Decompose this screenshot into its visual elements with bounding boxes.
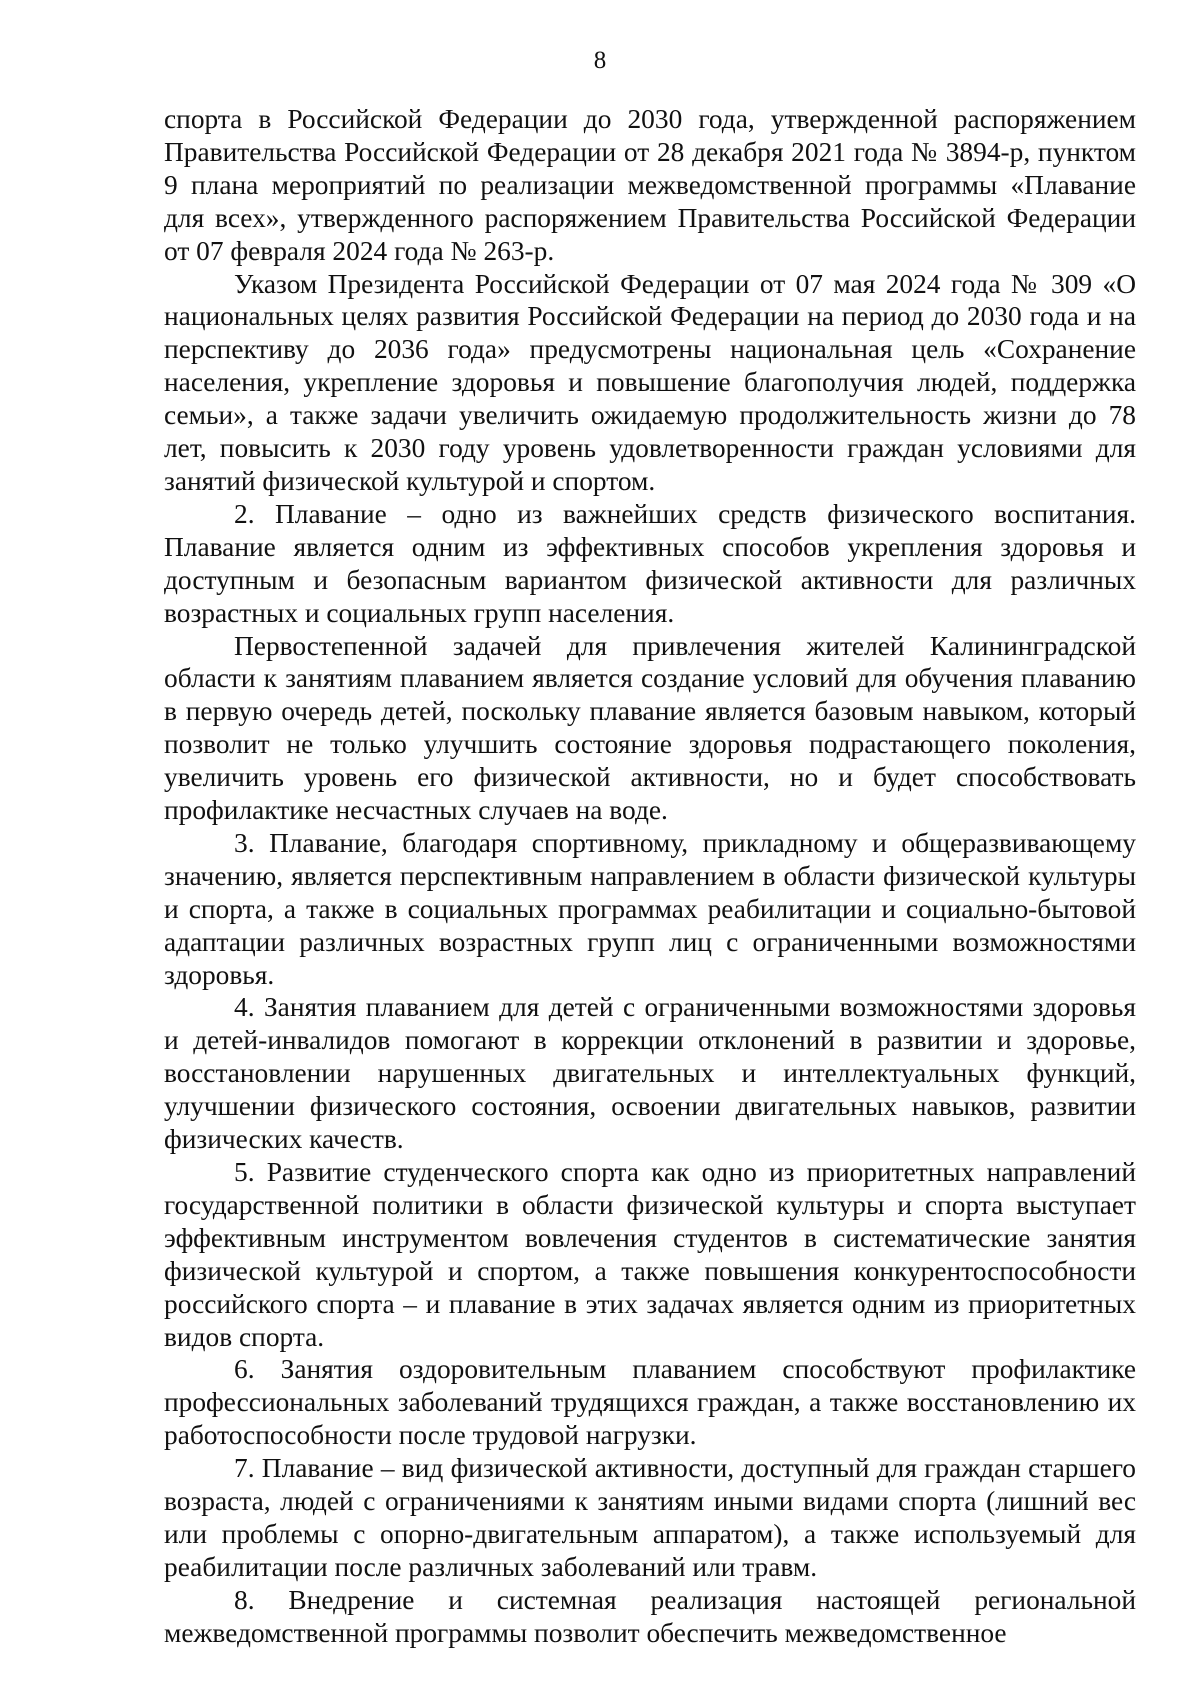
paragraph: Первостепенной задачей для привлечения жителей Калининградской области к занятиям плаванием является создание условий для обучения плаванию в первую очередь детей, поскольку плавание является базовым навыком, который позволит не только улучшить состояние здоровья подрастающего поколения, увеличить уровень его физической активности, но и будет способствовать профилактике несчастных случаев на воде. [164,630,1136,826]
document-body [164,103,1136,1650]
page-number: 8 [593,47,607,74]
paragraph: 7. Плавание – вид физической активности, доступный для граждан старшего возраста, людей с ограничениями к занятиям иными видами спорта (лишний вес или проблемы с опорно-двигательным аппаратом), а также используемый для реабилитации после различных заболеваний или травм. [164,1453,1136,1582]
paragraph: Указом Президента Российской Федерации от 07 мая 2024 года № 309 «О национальных целях развития Российской Федерации на период до 2030 года и на перспективу до 2036 года» предусмотрены национальная цель «Сохранение населения, укрепление здоровья и повышение благополучия людей, поддержка семьи», а также задачи увеличить ожидаемую продолжительность жизни до 78 лет, повысить к 2030 году уровень удовлетворенности граждан условиями для занятий физической культурой и спортом. [164,268,1136,496]
paragraph: спорта в Российской Федерации до 2030 года, утвержденной распоряжением Правительства Российской Федерации от 28 декабря 2021 года № 3894-р, пунктом 9 плана мероприятий по реализации межведомственной программы «Плавание для всех», утвержденного распоряжением Правительства Российской Федерации от 07 февраля 2024 года № 263-р. [164,104,1136,266]
paragraph: 3. Плавание, благодаря спортивному, прикладному и общеразвивающему значению, является перспективным направлением в области физической культуры и спорта, а также в социальных программах реабилитации и социально-бытовой адаптации различных возрастных групп лиц с ограниченными возможностями здоровья. [164,827,1136,990]
paragraph: 5. Развитие студенческого спорта как одно из приоритетных направлений государственной политики в области физической культуры и спорта выступает эффективным инструментом вовлечения студентов в систематические занятия физической культурой и спортом, а также повышения конкурентоспособности российского спорта – и плавание в этих задачах является одним из приоритетных видов спорта. [164,1157,1136,1352]
paragraph: 6. Занятия оздоровительным плаванием способствуют профилактике профессиональных заболеваний трудящихся граждан, а также восстановлению их работоспособности после трудовой нагрузки. [164,1354,1136,1451]
paragraph: 2. Плавание – одно из важнейших средств физического воспитания. Плавание является одним из эффективных способов укрепления здоровья и доступным и безопасным вариантом физической активности для различных возрастных и социальных групп населения. [164,498,1136,628]
paragraph: 4. Занятия плаванием для детей с ограниченными возможностями здоровья и детей-инвалидов помогают в коррекции отклонений в развитии и здоровье, восстановлении нарушенных двигательных и интеллектуальных функций, улучшении физического состояния, освоении двигательных навыков, развитии физических качеств. [164,992,1136,1155]
paragraph: 8. Внедрение и системная реализация настоящей региональной межведомственной программы позволит обеспечить межведомственное [164,1584,1136,1648]
